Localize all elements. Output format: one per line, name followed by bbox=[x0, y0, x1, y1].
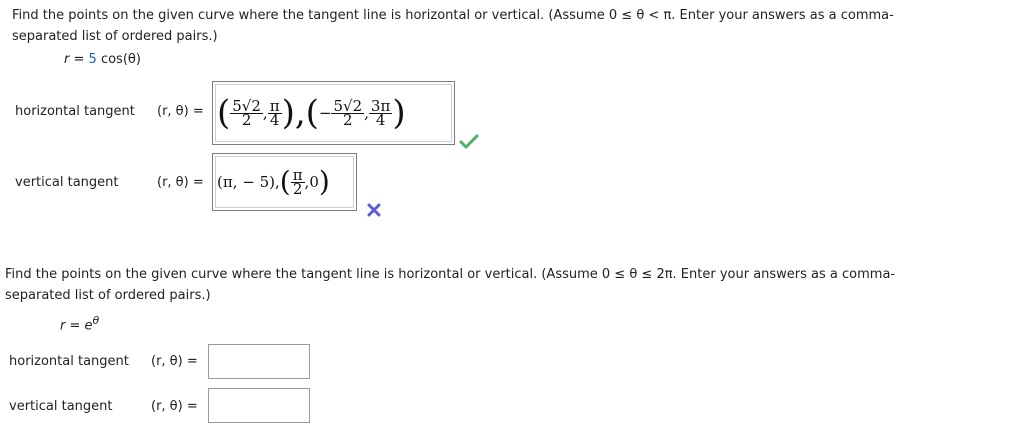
q2-vertical-label: vertical tangent bbox=[9, 399, 113, 414]
fraction-denominator: 4 bbox=[375, 110, 386, 129]
q1-equation bbox=[64, 52, 141, 67]
q1-vertical-answer-inner bbox=[215, 156, 354, 208]
cross-icon bbox=[367, 203, 381, 217]
comma: , bbox=[364, 104, 369, 122]
fraction-numerator: 5√2 bbox=[232, 96, 261, 115]
q1-prompt-line2: separated list of ordered pairs.) bbox=[12, 29, 218, 44]
q1-horizontal-answer-field[interactable] bbox=[212, 81, 455, 145]
q1-eq-equals: = bbox=[69, 52, 89, 67]
q2-vertical-pair-label: (r, θ) = bbox=[151, 399, 198, 414]
fraction-numerator: π bbox=[269, 96, 280, 115]
close-paren: ) bbox=[392, 93, 406, 133]
q2-eq-equals: = bbox=[65, 318, 85, 334]
q1-prompt bbox=[12, 5, 894, 47]
tail: ,0 bbox=[304, 173, 319, 191]
q2-eq-exponent: θ bbox=[92, 314, 100, 327]
q2-prompt-line2: separated list of ordered pairs.) bbox=[5, 288, 211, 303]
q2-vertical-answer-field[interactable] bbox=[208, 388, 310, 423]
check-icon bbox=[459, 134, 479, 150]
q1-horizontal-pair-label: (r, θ) = bbox=[157, 104, 204, 119]
q1-eq-coefficient: 5 bbox=[88, 52, 97, 67]
pair-separator: ),( bbox=[281, 93, 319, 133]
fraction-numerator: π bbox=[292, 165, 303, 184]
open-paren: ( bbox=[217, 93, 231, 133]
q1-vertical-label: vertical tangent bbox=[15, 175, 119, 190]
fraction-denominator: 2 bbox=[343, 110, 353, 129]
q1-vertical-pair-label: (r, θ) = bbox=[157, 175, 204, 190]
close-paren: ) bbox=[318, 165, 330, 198]
q2-horizontal-label: horizontal tangent bbox=[9, 354, 129, 369]
q2-prompt bbox=[5, 264, 895, 306]
q2-horizontal-answer-field[interactable] bbox=[208, 344, 310, 379]
fraction-numerator: 3π bbox=[370, 96, 391, 115]
q2-eq-base: e bbox=[84, 318, 93, 334]
open-paren: ( bbox=[279, 165, 291, 198]
q1-vertical-answer-field[interactable] bbox=[212, 153, 357, 211]
q1-horizontal-label: horizontal tangent bbox=[15, 104, 135, 119]
q1-horizontal-answer-inner bbox=[215, 84, 452, 142]
q1-eq-function: cos(θ) bbox=[96, 52, 141, 67]
fraction-denominator: 2 bbox=[292, 179, 303, 198]
q2-eq-lhs: r bbox=[60, 318, 66, 334]
q2-equation bbox=[60, 314, 99, 333]
comma: , bbox=[262, 104, 268, 122]
first-pair: (π, − 5), bbox=[217, 173, 280, 191]
q1-prompt-line1: Find the points on the given curve where the tangent line is horizontal or vertical. (Assume 0 ≤ θ < π. Enter your answers as a comma- bbox=[12, 8, 894, 23]
q2-horizontal-pair-label: (r, θ) = bbox=[151, 354, 198, 369]
q2-prompt-line1: Find the points on the given curve where the tangent line is horizontal or vertical. (Assume 0 ≤ θ ≤ 2π. Enter your answers as a comma- bbox=[5, 267, 896, 282]
q1-eq-lhs: r bbox=[64, 52, 70, 67]
minus-sign: − bbox=[318, 104, 332, 122]
fraction-numerator: 5√2 bbox=[333, 96, 363, 115]
fraction-denominator: 4 bbox=[269, 110, 280, 129]
fraction-denominator: 2 bbox=[241, 110, 252, 129]
